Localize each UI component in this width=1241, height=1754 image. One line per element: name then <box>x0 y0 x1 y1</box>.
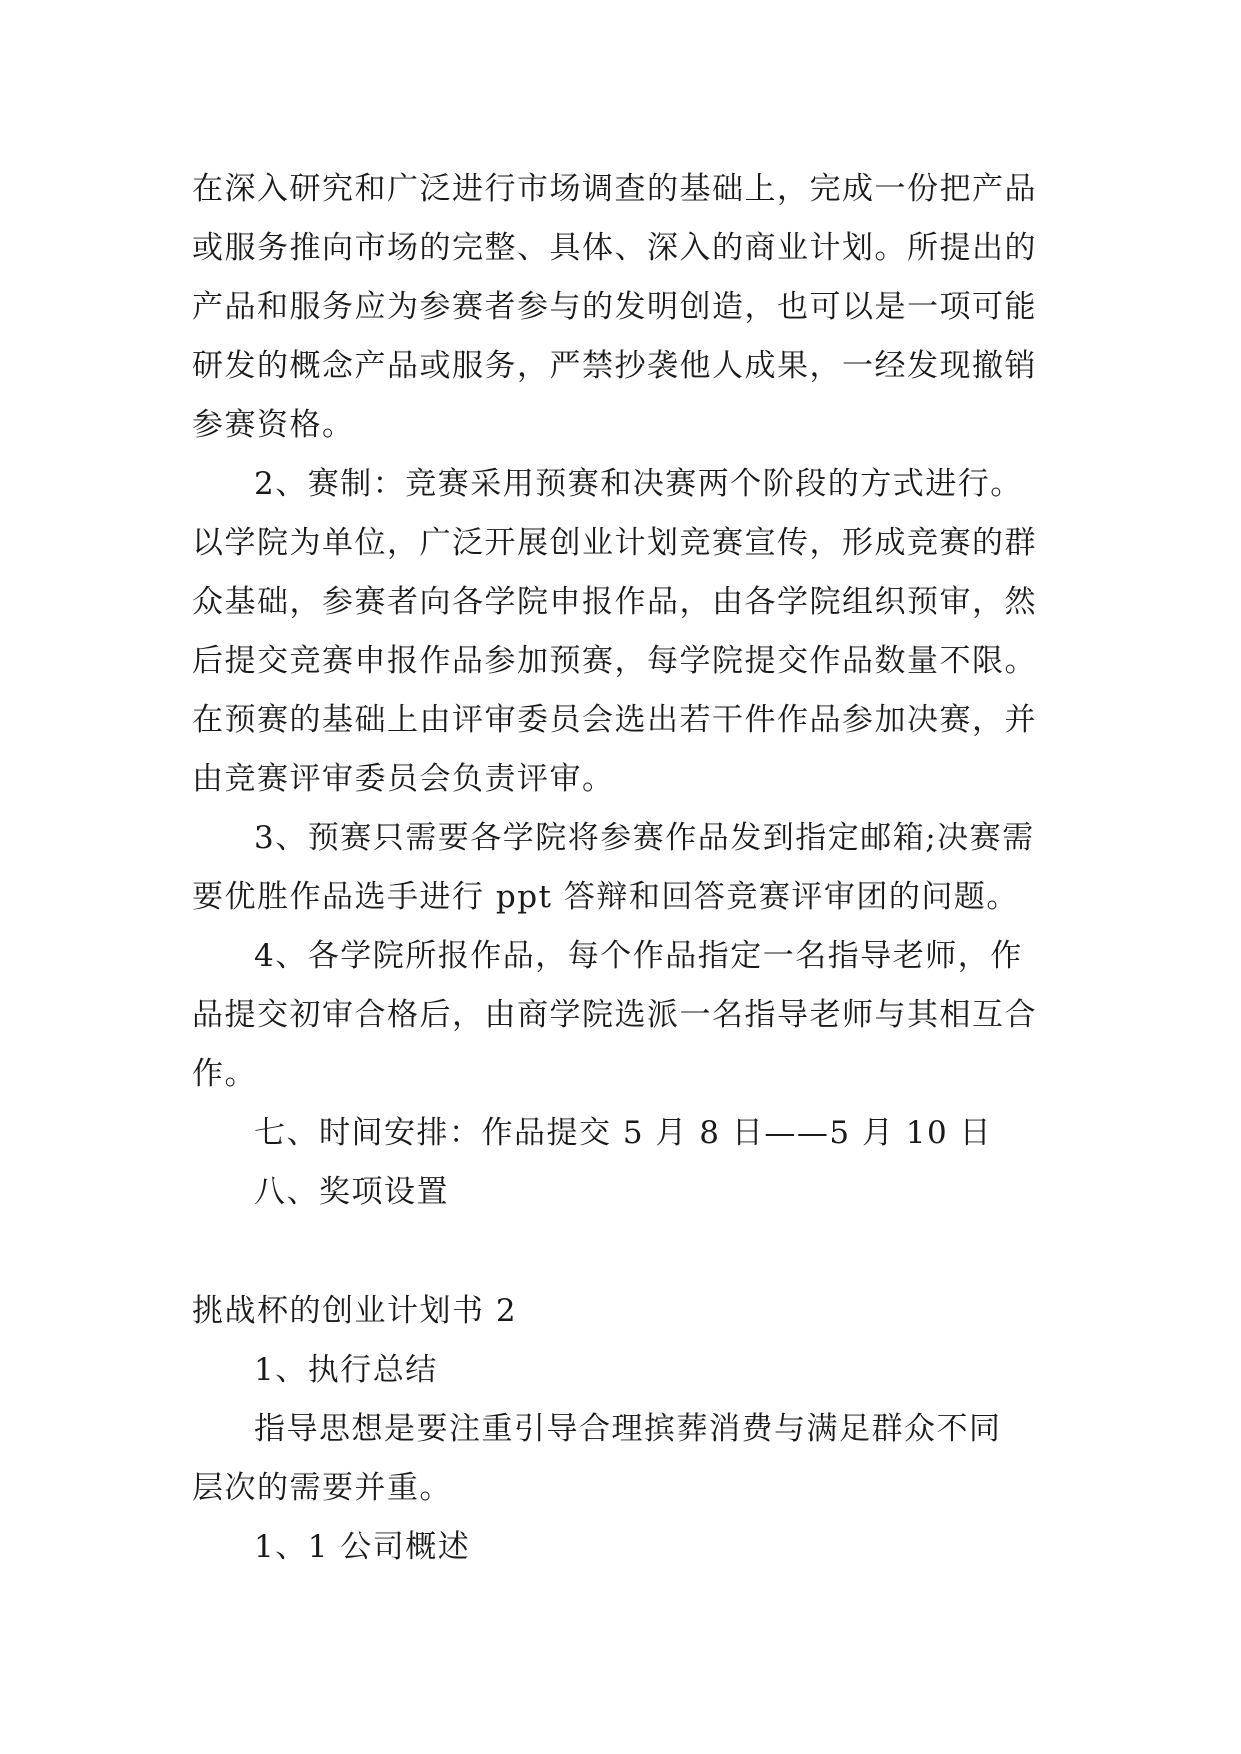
paragraph-line: 七、时间安排：作品提交 5 月 8 日——5 月 10 日 <box>254 1115 993 1151</box>
paragraph-line: 产品和服务应为参赛者参与的发明创造，也可以是一项可能 <box>192 289 1037 325</box>
document-body <box>192 160 1072 1577</box>
schedule-heading <box>192 1104 1072 1163</box>
paragraph-line: 或服务推向市场的完整、具体、深入的商业计划。所提出的 <box>192 230 1037 266</box>
paragraph-line: 1、1 公司概述 <box>254 1529 471 1565</box>
paragraph-line: 研发的概念产品或服务，严禁抄袭他人成果，一经发现撤销 <box>192 348 1037 384</box>
paragraph-line: 以学院为单位，广泛开展创业计划竞赛宣传，形成竞赛的群 <box>192 525 1037 561</box>
paragraph-line: 4、各学院所报作品，每个作品指定一名指导老师，作 <box>254 938 1023 974</box>
paragraph-line: 作。 <box>192 1056 257 1092</box>
section-title: 挑战杯的创业计划书 2 <box>192 1293 518 1329</box>
paragraph-line: 要优胜作品选手进行 ppt 答辩和回答竞赛评审团的问题。 <box>192 879 1019 915</box>
paragraph-line: 八、奖项设置 <box>254 1174 449 1210</box>
paragraph-line: 在预赛的基础上由评审委员会选出若干件作品参加决赛，并 <box>192 702 1037 738</box>
paragraph-3 <box>192 809 1072 927</box>
paragraph-line: 品提交初审合格后，由商学院选派一名指导老师与其相互合 <box>192 997 1037 1033</box>
paragraph-line: 由竞赛评审委员会负责评审。 <box>192 761 615 797</box>
paragraph-line: 后提交竞赛申报作品参加预赛，每学院提交作品数量不限。 <box>192 643 1037 679</box>
paragraph-4 <box>192 927 1072 1104</box>
paragraph-line: 3、预赛只需要各学院将参赛作品发到指定邮箱;决赛需 <box>254 820 1035 856</box>
paragraph-1 <box>192 160 1072 455</box>
awards-heading <box>192 1163 1072 1222</box>
paragraph-line: 2、赛制：竞赛采用预赛和决赛两个阶段的方式进行。 <box>254 466 1023 502</box>
section-paragraph-2 <box>192 1400 1072 1518</box>
paragraph-line: 参赛资格。 <box>192 407 355 443</box>
paragraph-2 <box>192 455 1072 809</box>
paragraph-line: 1、执行总结 <box>254 1352 438 1388</box>
paragraph-line: 众基础，参赛者向各学院申报作品，由各学院组织预审，然 <box>192 584 1037 620</box>
paragraph-line: 指导思想是要注重引导合理摈葬消费与满足群众不同 <box>254 1411 1002 1447</box>
paragraph-line: 在深入研究和广泛进行市场调查的基础上，完成一份把产品 <box>192 171 1037 207</box>
paragraph-line: 层次的需要并重。 <box>192 1470 452 1506</box>
section-paragraph-3 <box>192 1518 1072 1577</box>
section-paragraph-1 <box>192 1341 1072 1400</box>
